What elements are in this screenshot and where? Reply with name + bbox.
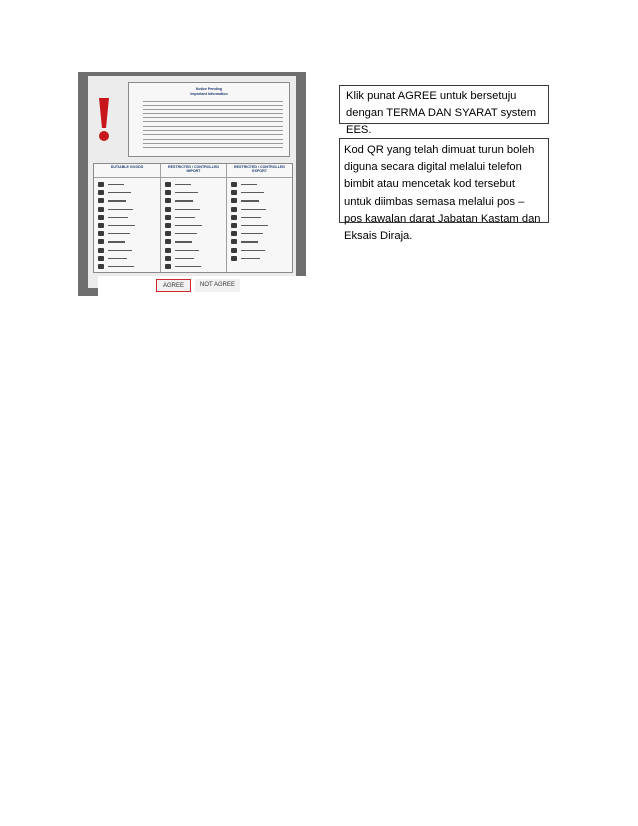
goods-item-label [241,225,268,226]
notice-text-line [143,147,283,148]
notice-text-line [143,121,283,122]
goods-item-icon [231,215,237,220]
goods-item-icon [231,207,237,212]
goods-item-icon [165,207,171,212]
notice-text-line [143,130,283,131]
goods-item-icon [98,231,104,236]
goods-item-icon [231,223,237,228]
goods-item-label [241,217,261,218]
column-divider [160,164,161,272]
notice-text-line [143,117,283,118]
goods-item-label [241,258,260,259]
goods-item-icon [98,239,104,244]
goods-item-label [175,233,197,234]
not-agree-button[interactable]: NOT AGREE [195,279,240,292]
notice-text-line [143,109,283,110]
agree-instruction-callout: Klik punat AGREE untuk bersetuju dengan TERMA DAN SYARAT system EES. [339,85,549,124]
goods-item-label [108,200,126,201]
goods-item-icon [231,182,237,187]
goods-item-icon [165,239,171,244]
goods-item-label [241,209,266,210]
exclamation-warning-icon [96,96,112,144]
goods-item-icon [98,248,104,253]
goods-item-label [241,250,265,251]
goods-item-label [108,258,127,259]
goods-item-icon [165,182,171,187]
goods-item-icon [231,248,237,253]
goods-item-icon [98,264,104,269]
notice-text-line [143,143,283,144]
goods-item-label [175,200,193,201]
goods-item-label [108,241,125,242]
goods-item-label [241,200,259,201]
button-bar [98,276,306,296]
screenshot-panel [88,76,296,288]
goods-item-icon [165,264,171,269]
goods-item-icon [231,198,237,203]
goods-item-icon [165,256,171,261]
column-restricted-import: RESTRICTED / CONTROLLED IMPORT [168,165,219,174]
notice-text-line [143,101,283,102]
goods-item-icon [165,248,171,253]
goods-item-icon [231,256,237,261]
qr-instruction-callout: Kod QR yang telah dimuat turun boleh diguna secara digital melalui telefon bimbit atau mencetak kod tersebut untuk diimbas semasa melalui pos – pos kawalan darat Jabatan Kastam dan Eksais Diraja. [339,138,549,223]
goods-item-label [175,192,198,193]
notice-text-line [143,113,283,114]
goods-item-label [175,258,194,259]
goods-item-label [241,184,257,185]
notice-text-line [143,139,283,140]
goods-item-label [108,233,130,234]
goods-item-icon [98,190,104,195]
goods-item-icon [98,256,104,261]
goods-item-label [175,250,199,251]
goods-item-icon [165,231,171,236]
goods-item-label [108,250,132,251]
notice-text-line [143,134,283,135]
header-divider [94,177,292,178]
goods-item-label [108,266,134,267]
goods-item-icon [231,231,237,236]
agree-button[interactable]: AGREE [156,279,191,292]
notice-text-line [143,126,283,127]
column-restricted-export: RESTRICTED / CONTROLLED EXPORT [234,165,285,174]
notice-title: Notice Pending [195,87,223,91]
goods-item-label [175,241,192,242]
goods-item-label [108,192,131,193]
goods-item-icon [165,198,171,203]
goods-item-label [108,225,135,226]
goods-item-label [108,184,124,185]
goods-item-label [175,266,201,267]
notice-box [128,82,290,157]
goods-item-icon [165,223,171,228]
notice-text-line [143,105,283,106]
goods-item-label [175,217,195,218]
goods-item-label [175,209,200,210]
goods-item-icon [165,190,171,195]
column-divider [226,164,227,272]
goods-category-table [93,163,293,273]
column-dutiable-goods: DUTIABLE GOODS [110,165,144,169]
goods-item-icon [98,198,104,203]
goods-item-icon [231,239,237,244]
notice-subtitle: Important Information [190,92,228,96]
goods-item-icon [98,207,104,212]
goods-item-icon [98,215,104,220]
goods-item-label [175,225,202,226]
goods-item-icon [165,215,171,220]
goods-item-icon [98,223,104,228]
goods-item-label [241,241,258,242]
goods-item-label [108,209,133,210]
goods-item-icon [231,190,237,195]
goods-item-label [241,233,263,234]
goods-item-icon [98,182,104,187]
goods-item-label [108,217,128,218]
goods-item-label [241,192,264,193]
goods-item-label [175,184,191,185]
ees-terms-screenshot [78,72,306,296]
